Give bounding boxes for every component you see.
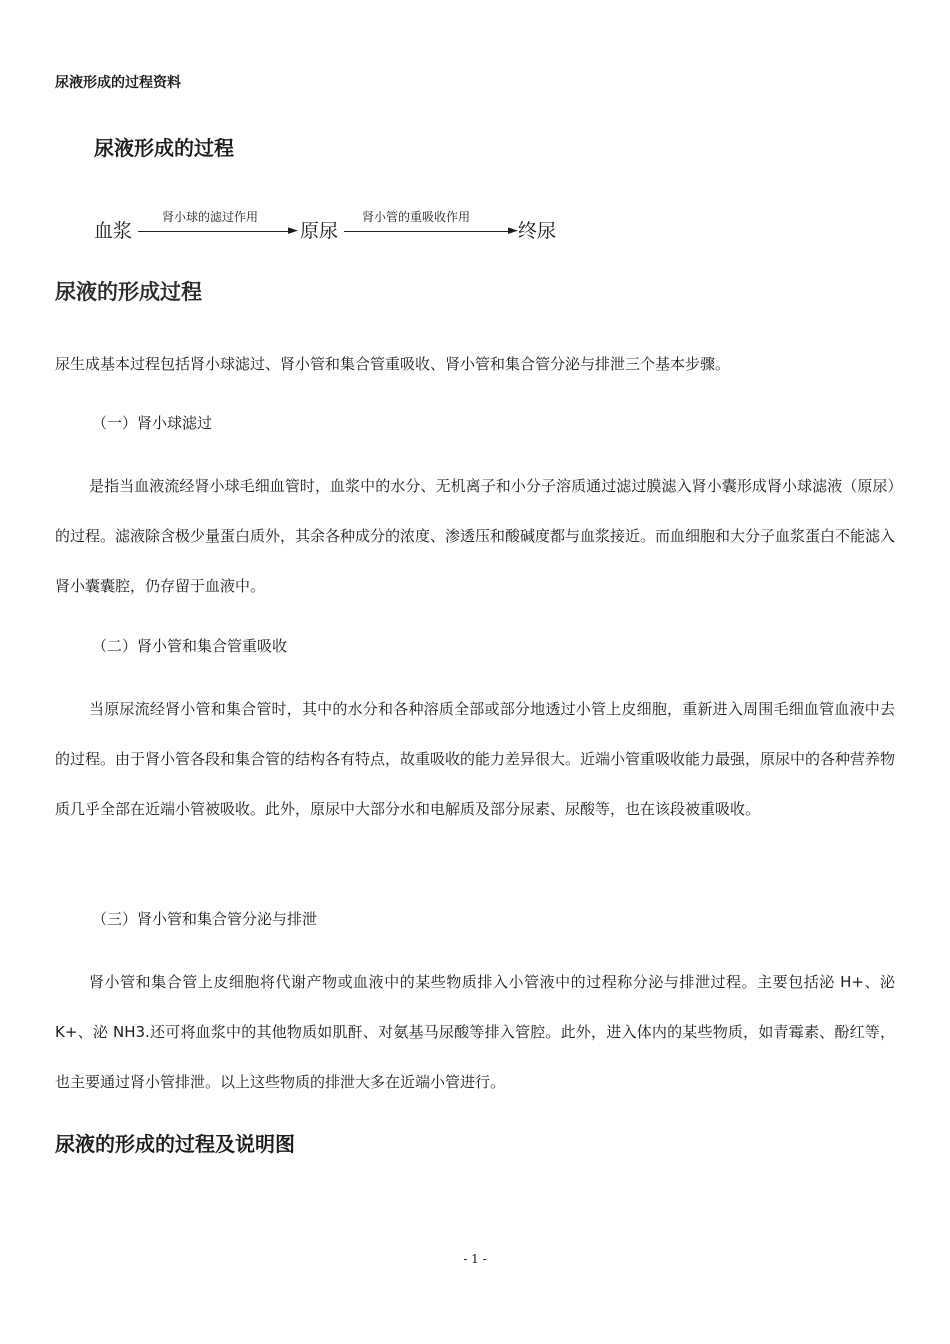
section-heading-formation: 尿液的形成过程 bbox=[55, 279, 202, 304]
flow-arrow2-line bbox=[344, 231, 510, 232]
document-title: 尿液形成的过程资料 bbox=[55, 75, 181, 91]
paragraph-secretion-excretion: 肾小管和集合管上皮细胞将代谢产物或血液中的某些物质排入小管液中的过程称分泌与排泄过程。主要包括泌 H+、泌 K+、泌 NH3.还可将血浆中的其他物质如肌酐、对氨基马尿酸等排入管腔。此外，进入体内的某些物质，如青霉素、酚红等，也主要通过肾小管排泄。以上这些物质的排泄大多在近端小管进行。 bbox=[55, 973, 895, 1091]
page-number: - 1 - bbox=[463, 1252, 487, 1266]
subheading-secretion-excretion: （三）肾小管和集合管分泌与排泄 bbox=[92, 910, 318, 928]
subheading-glomerular-filtration: （一）肾小球滤过 bbox=[92, 414, 213, 432]
flow-arrow1-label: 肾小球的滤过作用 bbox=[162, 210, 259, 224]
urine-formation-flow-diagram bbox=[94, 208, 564, 242]
flow-arrow1-line bbox=[138, 231, 290, 232]
subheading-tubular-reabsorption: （二）肾小管和集合管重吸收 bbox=[92, 637, 288, 655]
flow-term-primary-urine: 原尿 bbox=[300, 220, 339, 242]
arrow-right-icon: ► bbox=[508, 223, 518, 238]
paragraph-tubular-reabsorption: 当原尿流经肾小管和集合管时，其中的水分和各种溶质全部或部分地透过小管上皮细胞，重新进入周围毛细血管血液中去的过程。由于肾小管各段和集合管的结构各有特点，故重吸收的能力差异很大。近端小管重吸收能力最强，原尿中的各种营养物质几乎全部在近端小管被吸收。此外，原尿中大部分水和电解质及部分尿素、尿酸等，也在该段被重吸收。 bbox=[55, 700, 896, 818]
section-heading-diagram: 尿液的形成的过程及说明图 bbox=[55, 1132, 295, 1156]
section-title-process: 尿液形成的过程 bbox=[94, 136, 234, 160]
flow-term-final-urine: 终尿 bbox=[518, 220, 557, 242]
paragraph-glomerular-filtration: 是指当血液流经肾小球毛细血管时，血浆中的水分、无机离子和小分子溶质通过滤过膜滤入肾小囊形成肾小球滤液（原尿）的过程。滤液除含极少量蛋白质外，其余各种成分的浓度、渗透压和酸碱度都与血浆接近。而血细胞和大分子血浆蛋白不能滤入肾小囊囊腔，仍存留于血液中。 bbox=[55, 477, 896, 595]
arrow-right-icon: ► bbox=[288, 223, 298, 238]
flow-term-plasma: 血浆 bbox=[94, 220, 133, 242]
flow-arrow2-label: 肾小管的重吸收作用 bbox=[362, 210, 471, 224]
intro-paragraph: 尿生成基本过程包括肾小球滤过、肾小管和集合管重吸收、肾小管和集合管分泌与排泄三个基本步骤。 bbox=[55, 355, 731, 373]
